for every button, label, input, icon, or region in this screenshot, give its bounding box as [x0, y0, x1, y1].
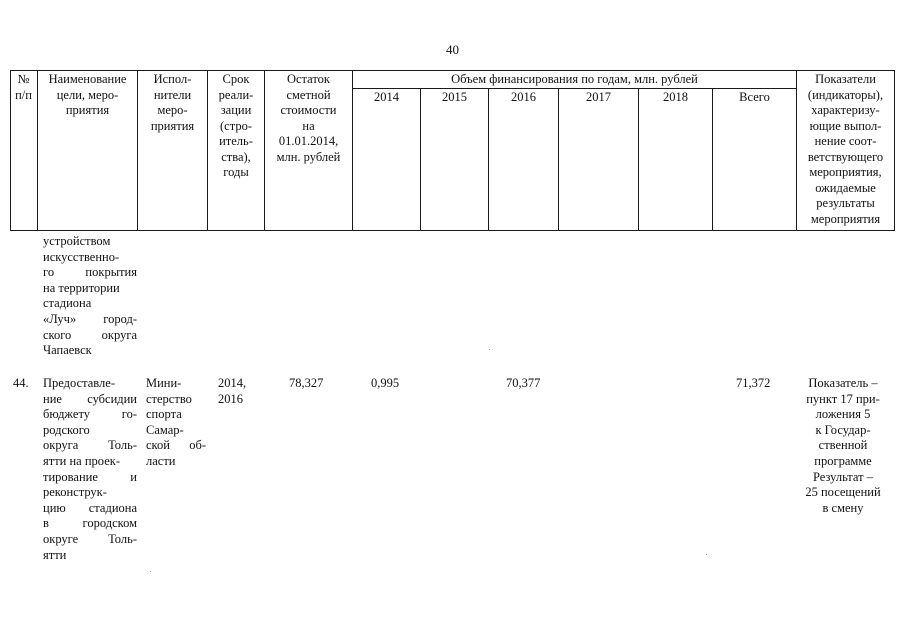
row44-executor-line: стерство	[146, 391, 192, 406]
continuation-name-text	[43, 234, 137, 359]
row44-total: 71,372	[736, 376, 771, 390]
scan-speck	[706, 554, 707, 555]
row44-indicator-line: к Государ-	[815, 422, 871, 437]
row44-name-line: в городском	[43, 516, 137, 531]
continuation-line: го покрытия	[43, 265, 137, 280]
header-col-line	[638, 88, 639, 231]
continuation-line: стадиона	[43, 296, 92, 311]
header-col-line	[558, 88, 559, 231]
row44-executor-line: спорта	[146, 407, 182, 422]
row44-name-line: реконструк-	[43, 485, 107, 500]
row44-term-line: 2016	[218, 391, 243, 406]
continuation-line: искусственно-	[43, 249, 120, 264]
row44-name-line: ятти на проек-	[43, 453, 120, 468]
header-year-2016: 2016	[511, 90, 536, 104]
page-number: 40	[446, 42, 459, 57]
continuation-line: на территории	[43, 280, 120, 295]
header-remainder: Остаток сметной стоимости на 01.01.2014, млн. рублей	[276, 72, 341, 164]
continuation-line: устройством	[43, 234, 111, 248]
scan-speck	[150, 571, 151, 572]
row44-name-line: цию стадиона	[43, 500, 137, 515]
row44-indicator-line: программе	[814, 453, 872, 468]
row44-name-line: бюджету го-	[43, 407, 137, 422]
row44-2014: 0,995	[371, 376, 400, 390]
row44-name-line: тирование и	[43, 469, 137, 484]
row44-indicator-line: в смену	[822, 500, 864, 515]
header-top-border	[10, 70, 895, 71]
continuation-line: ского округа	[43, 327, 137, 342]
header-year-2014: 2014	[374, 90, 399, 104]
continuation-line: «Луч» город-	[43, 311, 137, 326]
continuation-line: Чапаевск	[43, 343, 92, 358]
header-year-2015: 2015	[442, 90, 467, 104]
financing-divider	[352, 88, 796, 89]
header-col-line	[894, 70, 895, 231]
header-year-2017: 2017	[586, 90, 611, 104]
row44-name-line: ятти	[43, 547, 67, 562]
header-year-2018: 2018	[663, 90, 688, 104]
row44-indicator-line: Показатель –	[808, 376, 878, 390]
row44-indicator-line: ложения 5	[815, 407, 871, 422]
header-year-total: Всего	[739, 90, 770, 104]
row44-remainder: 78,327	[289, 376, 324, 390]
row44-name-line: округе Толь-	[43, 531, 137, 546]
header-name: Наименование цели, меро- приятия	[48, 72, 127, 117]
row44-name-line: округа Толь-	[43, 438, 137, 453]
row44-indicator-line: пункт 17 при-	[806, 391, 880, 406]
row44-indicator-line: ственной	[818, 438, 868, 453]
header-col-line	[712, 88, 713, 231]
header-num: № п/п	[15, 72, 32, 102]
header-bottom-border	[10, 230, 895, 231]
row44-name-text	[43, 376, 137, 563]
row44-name-line: Предоставле-	[43, 376, 115, 390]
row44-indicator-line: 25 посещений	[805, 485, 881, 500]
row44-name-line: родского	[43, 422, 90, 437]
row44-executor-line: Самар-	[146, 422, 184, 437]
row44-executor-line: Мини-	[146, 376, 182, 390]
header-col-line	[420, 88, 421, 231]
row44-indicator-line: Результат –	[812, 469, 873, 484]
scan-speck	[489, 349, 490, 350]
row44-indicator-text	[793, 376, 893, 516]
table-header	[10, 70, 895, 230]
row44-name-line: ние субсидии	[43, 391, 137, 406]
row44-executor-text	[146, 376, 206, 470]
row44-2016: 70,377	[506, 376, 541, 390]
header-executors: Испол- нители меро- приятия	[150, 72, 195, 133]
row44-term-text	[218, 376, 258, 407]
row44-executor-line: ской об-	[146, 438, 206, 453]
row44-term-line: 2014,	[218, 376, 247, 390]
header-col-line	[488, 88, 489, 231]
header-term: Срок реали- зации (стро- итель- ства), годы	[218, 72, 254, 179]
row44-number: 44.	[13, 376, 29, 390]
header-indicators: Показатели (индикаторы), характеризу- ющие выпол- нение соот- ветствующего мероприятия, ожидаемые результаты мероприятия	[807, 72, 884, 226]
header-financing: Объем финансирования по годам, млн. рублей	[451, 72, 698, 86]
row44-executor-line: ласти	[146, 453, 176, 468]
